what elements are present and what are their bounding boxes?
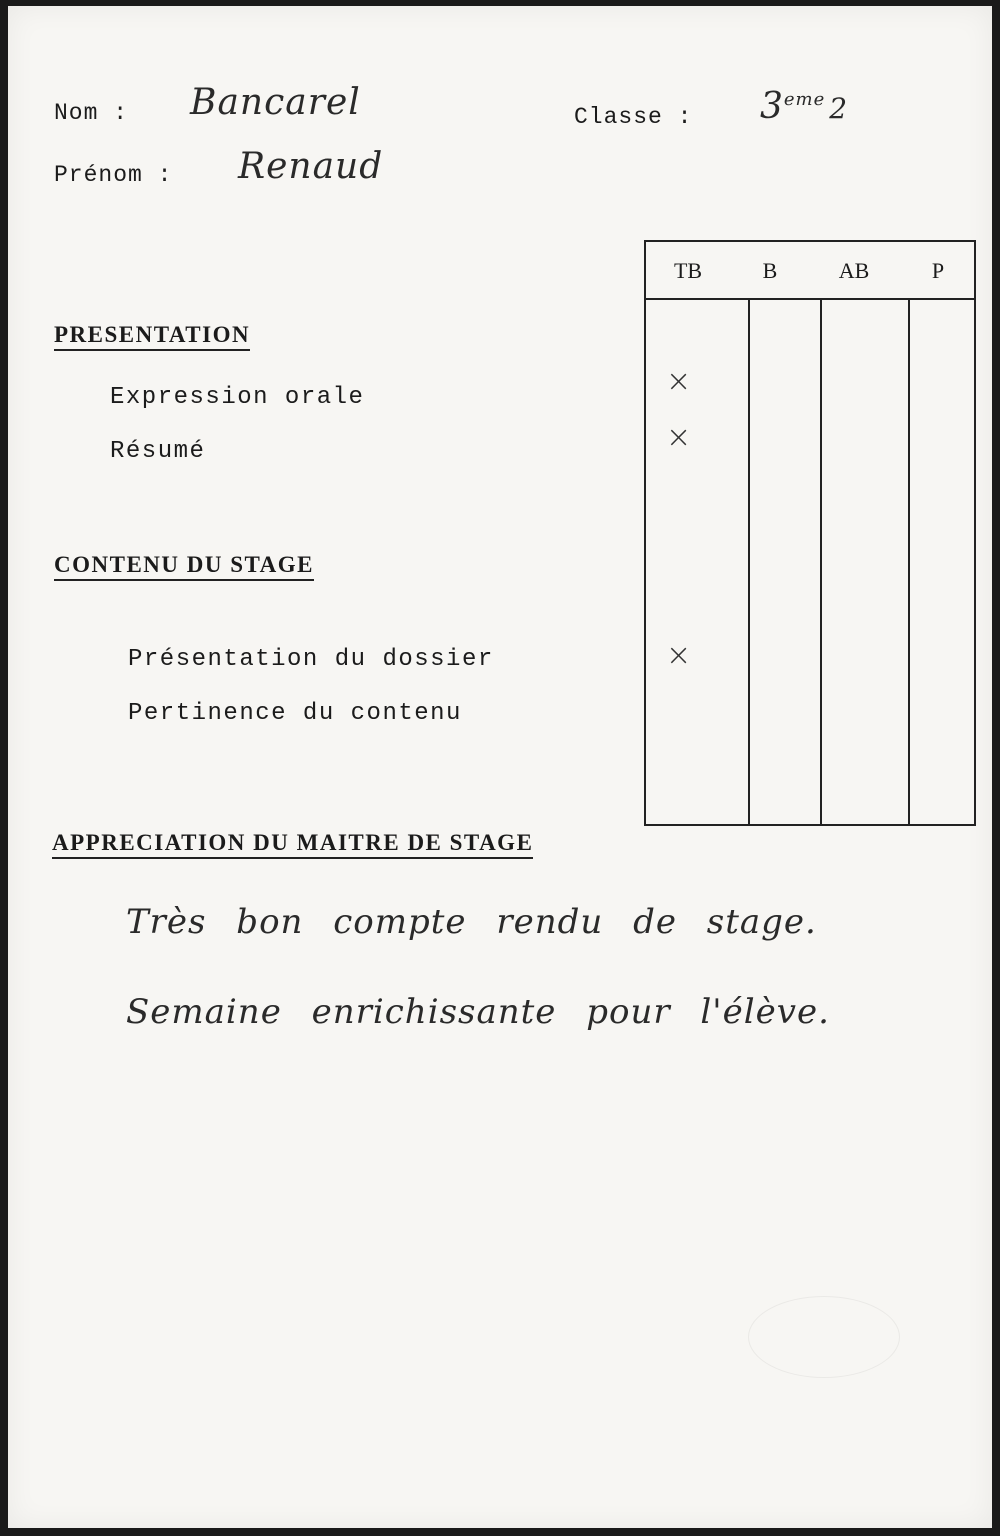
classe-number: 3 — [760, 86, 784, 127]
grade-mark-resume: × — [666, 420, 692, 455]
appreciation-line-2: Semaine enrichissante pour l'élève. — [126, 992, 830, 1032]
criterion-expression-orale: Expression orale — [110, 384, 365, 411]
section-heading-presentation: PRESENTATION — [54, 322, 250, 351]
prenom-value: Renaud — [238, 146, 384, 187]
criterion-pertinence-contenu: Pertinence du contenu — [128, 700, 462, 727]
criterion-resume: Résumé — [110, 438, 206, 465]
column-divider — [820, 298, 822, 824]
nom-label: Nom : — [54, 100, 129, 126]
column-divider — [748, 298, 750, 824]
faint-stamp — [748, 1296, 900, 1378]
grade-mark-expression-orale: × — [666, 364, 692, 399]
section-heading-appreciation: APPRECIATION DU MAITRE DE STAGE — [52, 830, 533, 859]
document-sheet — [8, 6, 992, 1528]
classe-superscript: eme — [783, 89, 826, 110]
grading-table-header — [646, 242, 974, 300]
classe-group: 2 — [829, 92, 849, 125]
nom-value: Bancarel — [190, 82, 361, 123]
prenom-label: Prénom : — [54, 162, 173, 188]
column-b: B — [762, 258, 778, 283]
grade-mark-presentation-dossier: × — [666, 638, 692, 673]
classe-label: Classe : — [574, 104, 693, 130]
appreciation-line-1: Très bon compte rendu de stage. — [126, 902, 817, 942]
grading-table — [644, 240, 976, 826]
column-p: P — [931, 258, 945, 283]
section-heading-contenu: CONTENU DU STAGE — [54, 552, 314, 581]
column-tb: TB — [673, 258, 703, 283]
column-divider — [908, 298, 910, 824]
criterion-presentation-dossier: Présentation du dossier — [128, 646, 494, 673]
column-ab: AB — [838, 258, 870, 283]
classe-value — [760, 86, 848, 127]
